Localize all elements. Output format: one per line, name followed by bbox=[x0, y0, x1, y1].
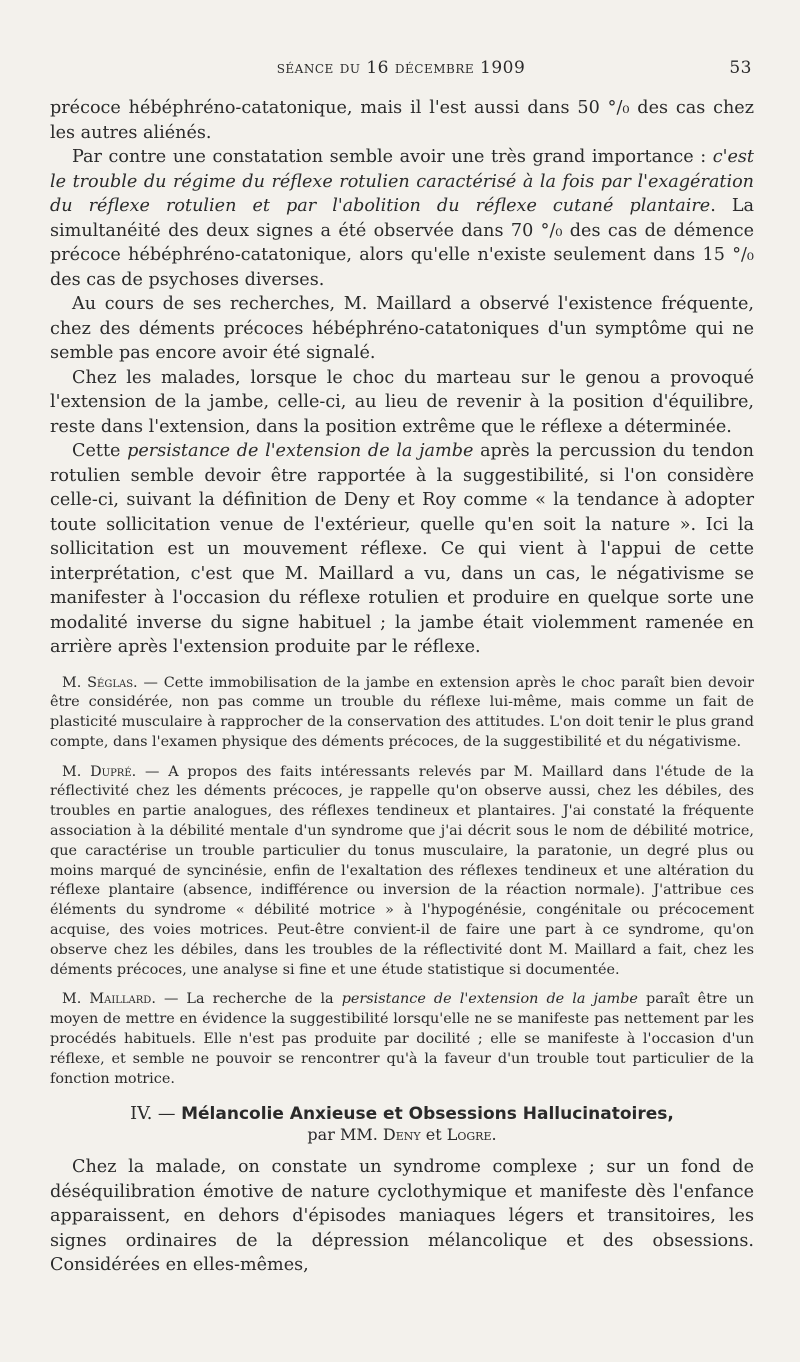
discussion-dupre bbox=[50, 763, 754, 981]
authors-joiner: et bbox=[425, 1125, 442, 1145]
discussion-text: — Cette immobilisation de la jambe en extension après le choc paraît bien devoir être considérée, non pas comme un trouble du réflexe lui-même, mais comme un fait de plasticité musculaire à rapprocher de la conservation des attitudes. L'on doit tenir le plus grand compte, dans l'examen physique des déments précoces, de la suggestibilité et du négativisme. bbox=[50, 674, 754, 750]
paragraph-text: Par contre une constatation semble avoir une très grand importance : bbox=[72, 147, 713, 167]
paragraph-text: Chez les malades, lorsque le choc du marteau sur le genou a provoqué l'extension de la jambe, celle-ci, au lieu de revenir à la position d'équilibre, reste dans l'extension, dans la position extrême que le réflexe a déterminée. bbox=[50, 367, 754, 437]
author-name: Logre. bbox=[446, 1125, 497, 1145]
paragraph-emphasis: c'est le trouble du régime du réflexe rotulien caractérisé à la fois par l'exagération du réflexe rotulien et par l'abolition du réflexe cutané plantaire bbox=[50, 147, 754, 216]
header-title-month: décembre bbox=[394, 58, 475, 78]
section-heading bbox=[50, 1103, 754, 1125]
paragraph-text: Chez la malade, on constate un syndrome complexe ; sur un fond de déséquilibration émotive de nature cyclothymique et manifeste dès l'enfance apparaissent, en dehors d'épisodes maniaques légers et transitoires, les signes ordinaires de la dépression mélancolique et des obsessions. Considérées en elles-mêmes, bbox=[50, 1157, 754, 1276]
header-title bbox=[50, 58, 752, 78]
header-title-prefix: séance du bbox=[276, 58, 361, 78]
discussion-text: — A propos des faits intéressants relevés par M. Maillard dans l'étude de la réflectivité chez les déments précoces, je rappelle qu'on observe aussi, chez les débiles, des troubles en partie analogues, des réflexes tendineux et plantaires. J'ai constaté la fréquente association à la débilité mentale d'un syndrome que j'ai décrit sous le nom de débilité motrice, que caractérise un trouble particulier du tonus musculaire, la paratonie, un degré plus ou moins marqué de syncinésie, enfin de l'exaltation des réflexes tendineux et une altération du réflexe plantaire (absence, indifférence ou inversion de la réaction normale). J'attribue ces éléments du syndrome « débilité motrice » à l'hypogénésie, congénitale ou précocement acquise, des voies motrices. Peut-être convient-il de faire une part à ce syndrome, qu'on observe chez les débiles, dans les troubles de la réflectivité dont M. Maillard a fait, chez les déments précoces, une analyse si fine et une étude statistique si documentée. bbox=[50, 763, 754, 978]
paragraph-text: . La simultanéité des deux signes a été observée dans 70 °/₀ des cas de démence précoce hébéphréno-catatonique, alors qu'elle n'existe seulement dans 15 °/₀ des cas de psychoses diverses. bbox=[50, 196, 755, 290]
spacer bbox=[50, 660, 754, 674]
spacer bbox=[50, 1145, 754, 1155]
paragraph-text: Au cours de ses recherches, M. Maillard a observé l'existence fréquente, chez des déments précoces hébéphréno-catatoniques d'un symptôme qui ne semble pas encore avoir été signalé. bbox=[50, 294, 754, 363]
paragraph-text: précoce hébéphréno-catatonique, mais il l'est aussi dans 50 °/₀ des cas chez les autres aliénés. bbox=[50, 98, 754, 143]
paragraph-emphasis: persistance de l'extension de la jambe bbox=[127, 441, 474, 461]
discussion-text: paraît être un moyen de mettre en évidence la suggestibilité lorsqu'elle ne se manifeste pas nettement par les procédés habituels. Elle n'est pas produite par docilité ; elle se manifeste à l'occasion d'un réflexe, et semble ne pouvoir se rencontrer qu'à la faveur d'un trouble tout particulier de la fonction motrice. bbox=[50, 991, 754, 1087]
running-header bbox=[50, 58, 752, 82]
discussion-maillard bbox=[50, 990, 754, 1089]
paragraph-text: après la percussion du tendon rotulien semble devoir être rapportée à la suggestibilité, si l'on considère celle-ci, suivant la définition de Deny et Roy comme « la tendance à adopter toute sollicitation venue de l'extérieur, quelle qu'en soit la nature ». Ici la sollicitation est un mouvement réflexe. Ce qui vient à l'appui de cette interprétation, c'est que M. Maillard a vu, dans un cas, le négativisme se manifester à l'occasion du réflexe rotulien et produire en quelque sorte une modalité inverse du signe habituel ; la jambe était violemment ramenée en arrière après l'extension produite par le réflexe. bbox=[50, 441, 754, 657]
discussion-text: — La recherche de la bbox=[155, 991, 342, 1008]
spacer bbox=[50, 980, 754, 990]
speaker-name: M. Dupré. bbox=[62, 763, 137, 780]
author-name: Deny bbox=[382, 1125, 421, 1145]
paragraph-2 bbox=[50, 145, 754, 292]
header-title-year: 1909 bbox=[480, 58, 526, 78]
paragraph-5 bbox=[50, 439, 754, 660]
section-number: IV. — bbox=[130, 1104, 176, 1125]
discussion-seglas bbox=[50, 674, 754, 753]
spacer bbox=[50, 1089, 754, 1103]
paragraph-4 bbox=[50, 366, 754, 440]
section-authors bbox=[50, 1125, 754, 1145]
page-number: 53 bbox=[729, 58, 752, 78]
spacer bbox=[50, 753, 754, 763]
paragraph-3 bbox=[50, 292, 754, 366]
discussion-emphasis: persistance de l'extension de la jambe bbox=[341, 991, 638, 1008]
paragraph-text: Cette bbox=[72, 441, 128, 461]
paragraph-1 bbox=[50, 96, 754, 145]
speaker-name: M. Maillard. bbox=[62, 991, 156, 1008]
page-body bbox=[50, 96, 754, 1278]
closing-paragraph bbox=[50, 1155, 754, 1278]
speaker-name: M. Séglas. bbox=[62, 674, 138, 691]
header-title-day: 16 bbox=[366, 58, 389, 78]
authors-prefix: par MM. bbox=[307, 1125, 378, 1145]
section-heading-text: Mélancolie Anxieuse et Obsessions Hallucinatoires, bbox=[181, 1104, 674, 1125]
